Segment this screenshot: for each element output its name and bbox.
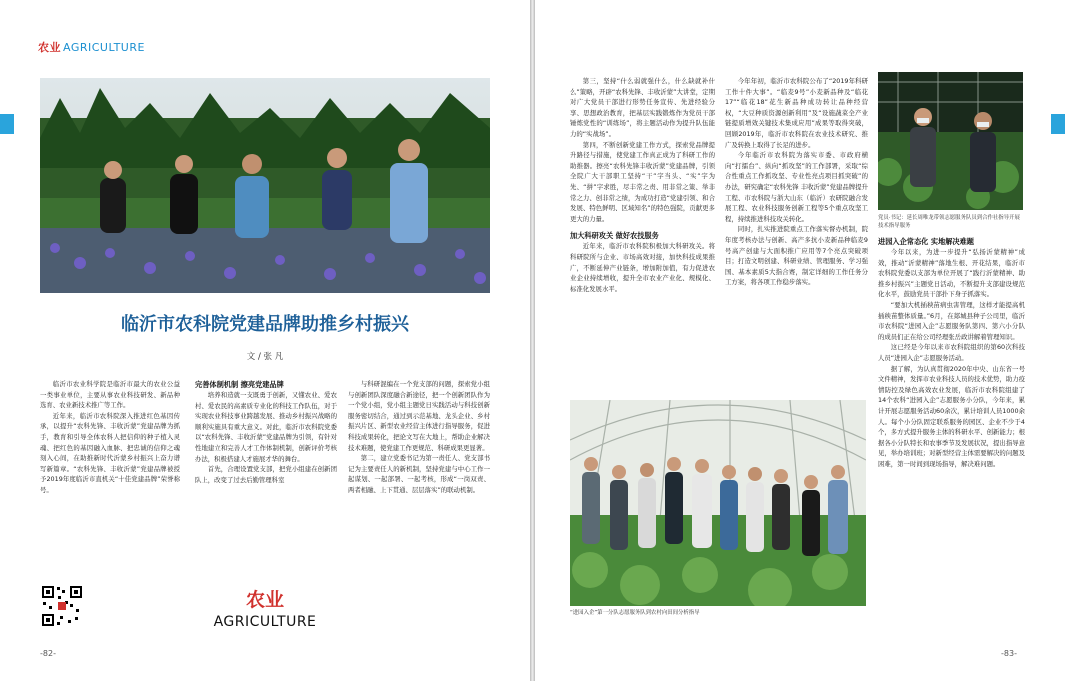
paragraph: 与科研混编在一个党支部的问题，探索党小组与创新团队深度融合新途径，把一个创新团队作为一个党小组，党小组主题党日实践活动与科技创新服务密切结合，通过到示范基地、龙头企业、乡村振兴片区、新型农业经营主体进行指导服务，促进科技成果转化，把论文写在大地上，帮助企业解决技术难题，使党建工作更规范、科研成果更显著。 <box>348 380 490 452</box>
left-edge-tab <box>0 114 14 134</box>
photo-greenhouse-group <box>570 400 866 606</box>
paragraph: 临沂市农业科学院是临沂市最大的农业公益一类事业单位，主要从事农业科技研发、新品种选育、农业新技术推广等工作。 <box>40 380 180 410</box>
section-heading: 完善体制机制 擦亮党建品牌 <box>195 380 284 389</box>
paragraph: 近年来，临沂市农科院深入推进红色基因传承，以提升“农科先锋、丰收沂蒙”党建品牌为抓手，教育和引导全体农科人把信仰的种子植入灵魂、把红色的基因融入血脉、把忠诚的信仰之魂刻入心间，在助推新时代沂蒙乡村振兴上奋力谱写新篇章。“农科先锋、丰收沂蒙”党建品牌被授予2019年度临沂市直机关“十佳党建品牌”荣誉称号。 <box>40 411 180 494</box>
paragraph: 同时，扎实推进院重点工作落实督办机制，院年度考核办法与创新、高产多抗小麦新品种临麦9号高产创建与大面积推广应用等7个亮点突破项目；打造文明创建、科研业绩、管理服务、学习强国、基本素质5大指合赛，制定详细的工作任务分工方案，将各项工作稳步落实。 <box>725 225 868 287</box>
agriculture-title-en: AGRICULTURE <box>213 614 317 630</box>
section-heading: 加大科研攻关 做好农技服务 <box>570 231 659 241</box>
photo-caption-top: 党员·书记：延长周唯龙带领志愿服务队员到合作社指导开展技术指导服务 <box>878 215 1020 229</box>
paragraph: 第四，不断创新党建工作方式，探索党品牌提升路径与措施，使党建工作真正成为了科研工作的助推器。擦亮“农科先锋丰收沂蒙”党建品牌，引领全院广大干部职工坚持“干”字当头、“实”字为先、“拼”字求胜，尽丰常之责、用非常之策、举非常之力、创非常之绩，为成功打造“党建引领、和合发展、特色鲜明、区域知名”的特色强院，贡献更多更大的力量。 <box>570 140 715 223</box>
paragraph: 今年以来，为进一步提升“弘扬沂蒙精神”成效，推动“沂蒙精神”落地生根、开花结果，临沂市农科院党委以支部为单位开展了“践行沂蒙精神、助推乡村振兴”主题党日活动，不断提升支部建设规范化水平，鼓励党员干部扑下身子抓落实。 <box>878 248 1025 299</box>
text-column-5 <box>725 76 868 391</box>
section-heading: 进园入企常态化 实地解决难题 <box>878 237 974 246</box>
text-column-4 <box>570 76 715 366</box>
page-number-right: -83- <box>1001 649 1017 658</box>
paragraph: 这已经是今年以来市农科院组织的第60次科技人员“进园入企”志愿服务活动。 <box>878 343 1025 362</box>
byline: 文 / 张 凡 <box>246 352 284 362</box>
text-column-3 <box>348 379 490 579</box>
paragraph: 第二，建立党委书记为第一责任人、党支部书记为主要责任人的新机制，坚持党建与中心工作一起谋划、一起部署、一起考核，形成“一岗双责、两者相融、上下贯通、层层落实”的联动机制。 <box>348 454 490 494</box>
section-tag <box>38 39 145 55</box>
paragraph: 今年临沂市农科院为落实市委、市政府横向“打擂台”、纵向“抓攻坚”的工作部署，采取“综合性重点工作抓攻坚、专业性亮点项目抓突破”的办法，研究确定“农科先锋 丰收沂蒙”党建品牌提升工程、市农科院与浙大山东（临沂）农研院融合发展工程、农业科技服务创新工程等5个重点攻坚工程，持续推进科技攻关转化。 <box>725 151 868 223</box>
right-edge-tab <box>1051 114 1065 134</box>
paragraph: 今年年初，临沂市农科院公布了“2019年科研工作十件大事”。“临麦9号”小麦新品种及“临花17”“临花18”花生新品种成功转让品种经营权，“大豆种质资源创新利用”及“设施蔬菜全产业链提质增效关键技术集成应用”成果等取得突破，回顾2019年，临沂市农科院在农业技术研究、推广及转换上取得了长足的进步。 <box>725 77 868 149</box>
section-tag-cn: 农业 <box>38 41 61 54</box>
paragraph: 近年来，临沂市农科院积极加大科研攻关。将科研院所与企业、市场高效对接，加快科技成果推广，不断延伸产业链条，增加附加值，有力促进农业企业持续增收，提升全市农业产业化、规模化、标准化发展水平。 <box>570 242 715 293</box>
photo-greenhouse-tomato <box>878 72 1023 210</box>
lead-photo-lavender-field <box>40 78 490 293</box>
paragraph: 培养和造就一支既勇于创新，又懂农业、爱农村、爱农民的高素质专业化的科技工作队伍，对于实现农业科技事业跨越发展、推动乡村振兴战略的顺利实施具有重大意义。对此，临沂市农科院党委以“农科先锋、丰收沂蒙”党建品牌为引领，有针对性地建立和完善人才工作体制机制，创新评价考核办法，积极搭建人才施展才华的舞台。 <box>195 391 337 463</box>
left-page <box>0 0 530 681</box>
paragraph: “要加大机插秧苗病虫害管理，这样才能提高机插秧苗整体质量。”6月，在郯城县种子公司里，临沂市农科院“进园入企”志愿服务队第四、第六小分队的成员们正在给公司经理张岳政讲解着管理知识。 <box>878 300 1025 341</box>
agriculture-title-cn: 农业 <box>245 589 284 611</box>
page-number-left: -82- <box>40 649 56 658</box>
qr-code <box>40 584 84 628</box>
right-page <box>535 0 1065 681</box>
headline: 临沂市农科院党建品牌助推乡村振兴 <box>121 314 409 335</box>
photo-caption-bottom: “进园入企”第一分队志愿服务队到农村向田间分析指导 <box>570 610 700 616</box>
paragraph: 据了解，为认真贯彻2020年中央、山东省一号文件精神，发挥市农业科技人员的技术优势，助力疫情防控及绿色高效农业发展，临沂市农科院组建了14个农科“进园入企”志愿服务小分队，今年来，累计开展志愿服务活动60余次，累计培训人员1000余人。每个小分队固定联系服务的园区、企业不少于4个，多方式提升服务主体的科研水平、创新能力；根据各小分队特长和农事季节及发展状况，提出指导意见，举办培训班；对新型经营主体需要解决的问题及困难，第一时间到现场指导，解决难问题。 <box>878 364 1025 468</box>
paragraph: 首先，合理设置党支部，把党小组建在创新团队上，改变了过去后勤管理科室 <box>195 465 337 484</box>
text-column-2 <box>195 379 337 559</box>
text-column-1 <box>40 379 180 549</box>
text-column-6 <box>878 236 1025 616</box>
paragraph: 第三，坚持“什么弱就强什么，什么缺就补什么”策略，开辟“农科先锋、丰收沂蒙”大讲堂，定期对广大党员干部进行形势任务宣传、先进经验分享、思想政治教育，把基层实践锻炼作为党员干部锤炼党性的“训练场”，将主题活动作为提升队伍能力的“实战场”。 <box>570 77 715 138</box>
section-tag-en: AGRICULTURE <box>63 41 145 54</box>
